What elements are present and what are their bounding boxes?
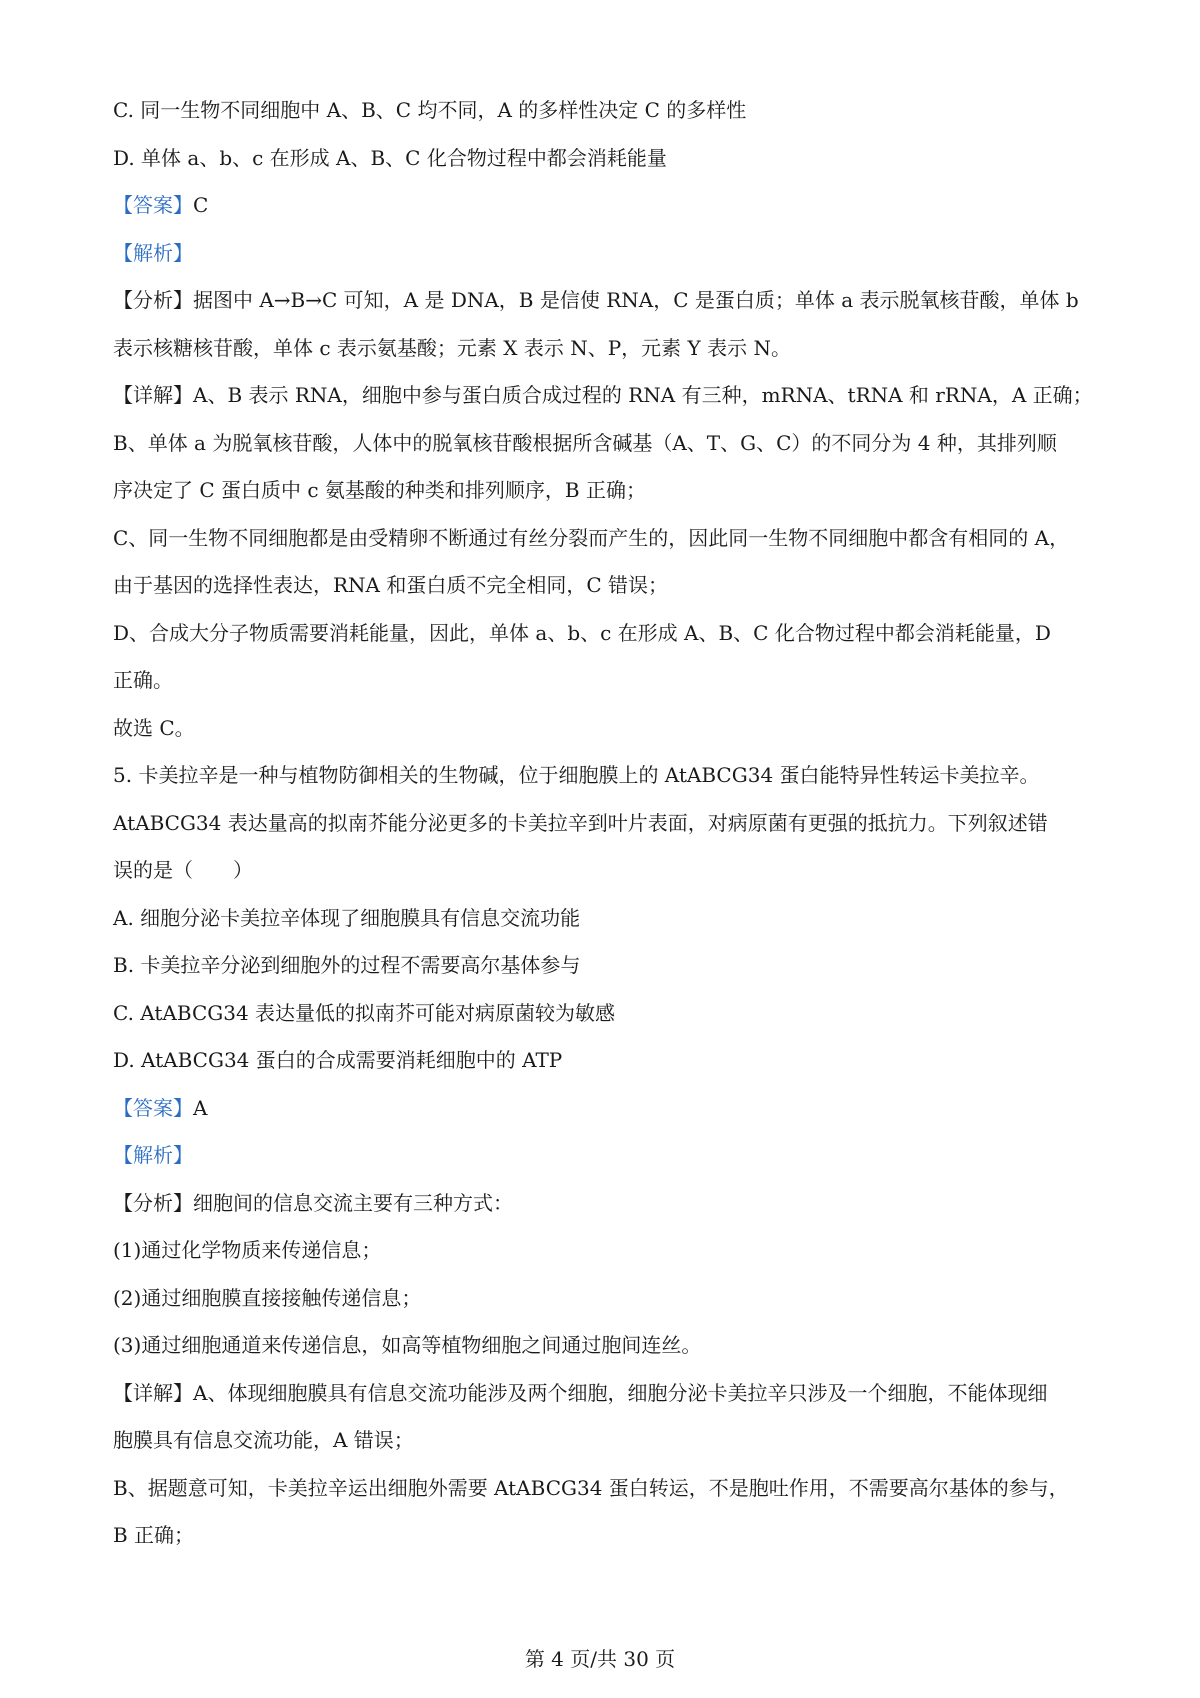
analysis-header-q4 xyxy=(113,239,1103,267)
conclusion-line: 故选 C。 xyxy=(113,715,195,740)
analysis-line: 【分析】细胞间的信息交流主要有三种方式： xyxy=(113,1190,513,1215)
option-d-q4: D. 单体 a、b、c 在形成 A、B、C 化合物过程中都会消耗能量 xyxy=(113,145,667,170)
answer-value: C xyxy=(193,193,209,217)
analysis-line: 表示核糖核苷酸，单体 c 表示氨基酸；元素 X 表示 N、P，元素 Y 表示 N。 xyxy=(113,335,791,360)
answer-line-q5 xyxy=(113,1094,1103,1122)
page-number-footer: 第 4 页/共 30 页 xyxy=(524,1647,676,1671)
answer-tag: 【答案】 xyxy=(113,1095,193,1120)
detail-line: 胞膜具有信息交流功能，A 错误； xyxy=(113,1428,414,1452)
detail-line: 【详解】A、B 表示 RNA，细胞中参与蛋白质合成过程的 RNA 有三种，mRNA、tRNA 和 rRNA，A 正确； xyxy=(113,383,1093,407)
detail-line: B、据题意可知，卡美拉辛运出细胞外需要 AtABCG34 蛋白转运，不是胞吐作用，不需要高尔基体的参与， xyxy=(113,1475,1069,1500)
option-a-q5: A. 细胞分泌卡美拉辛体现了细胞膜具有信息交流功能 xyxy=(113,905,581,930)
answer-tag: 【答案】 xyxy=(113,193,193,217)
page-content xyxy=(113,96,1103,1569)
analysis-line: 【分析】据图中 A→B→C 可知，A 是 DNA，B 是信使 RNA，C 是蛋白质；单体 a 表示脱氧核苷酸，单体 b xyxy=(113,288,1079,312)
option-c-q5: C. AtABCG34 表达量低的拟南芥可能对病原菌较为敏感 xyxy=(113,1000,616,1025)
analysis-list-item: (1)通过化学物质来传递信息； xyxy=(113,1238,382,1262)
option-d-q5: D. AtABCG34 蛋白的合成需要消耗细胞中的 ATP xyxy=(113,1048,563,1072)
analysis-tag: 【解析】 xyxy=(113,240,193,265)
question-5-stem: 误的是（ ） xyxy=(113,858,253,882)
analysis-list-item: (3)通过细胞通道来传递信息，如高等植物细胞之间通过胞间连丝。 xyxy=(113,1333,702,1357)
detail-line: 【详解】A、体现细胞膜具有信息交流功能涉及两个细胞，细胞分泌卡美拉辛只涉及一个细胞，不能体现细 xyxy=(113,1380,1048,1405)
analysis-header-q5 xyxy=(113,1141,1103,1169)
analysis-tag: 【解析】 xyxy=(113,1143,193,1167)
detail-line: B、单体 a 为脱氧核苷酸，人体中的脱氧核苷酸根据所含碱基（A、T、G、C）的不同分为 4 种，其排列顺 xyxy=(113,430,1057,455)
answer-line-q4 xyxy=(113,191,1103,219)
detail-line: B 正确； xyxy=(113,1523,195,1547)
option-c-q4: C. 同一生物不同细胞中 A、B、C 均不同，A 的多样性决定 C 的多样性 xyxy=(113,98,747,122)
detail-line: D、合成大分子物质需要消耗能量，因此，单体 a、b、c 在形成 A、B、C 化合物过程中都会消耗能量，D xyxy=(113,620,1051,645)
detail-line: 由于基因的选择性表达，RNA 和蛋白质不完全相同，C 错误； xyxy=(113,573,669,597)
detail-line: 序决定了 C 蛋白质中 c 氨基酸的种类和排列顺序，B 正确； xyxy=(113,478,646,502)
answer-value: A xyxy=(193,1095,208,1120)
analysis-list-item: (2)通过细胞膜直接接触传递信息； xyxy=(113,1285,422,1310)
question-5-stem: AtABCG34 表达量高的拟南芥能分泌更多的卡美拉辛到叶片表面，对病原菌有更强的抵抗力。下列叙述错 xyxy=(113,810,1048,835)
detail-line: C、同一生物不同细胞都是由受精卵不断通过有丝分裂而产生的，因此同一生物不同细胞中都含有相同的 A， xyxy=(113,525,1070,550)
detail-line: 正确。 xyxy=(113,668,173,692)
question-5-stem: 5. 卡美拉辛是一种与植物防御相关的生物碱，位于细胞膜上的 AtABCG34 蛋白能特异性转运卡美拉辛。 xyxy=(113,763,1040,787)
option-b-q5: B. 卡美拉辛分泌到细胞外的过程不需要高尔基体参与 xyxy=(113,953,581,977)
